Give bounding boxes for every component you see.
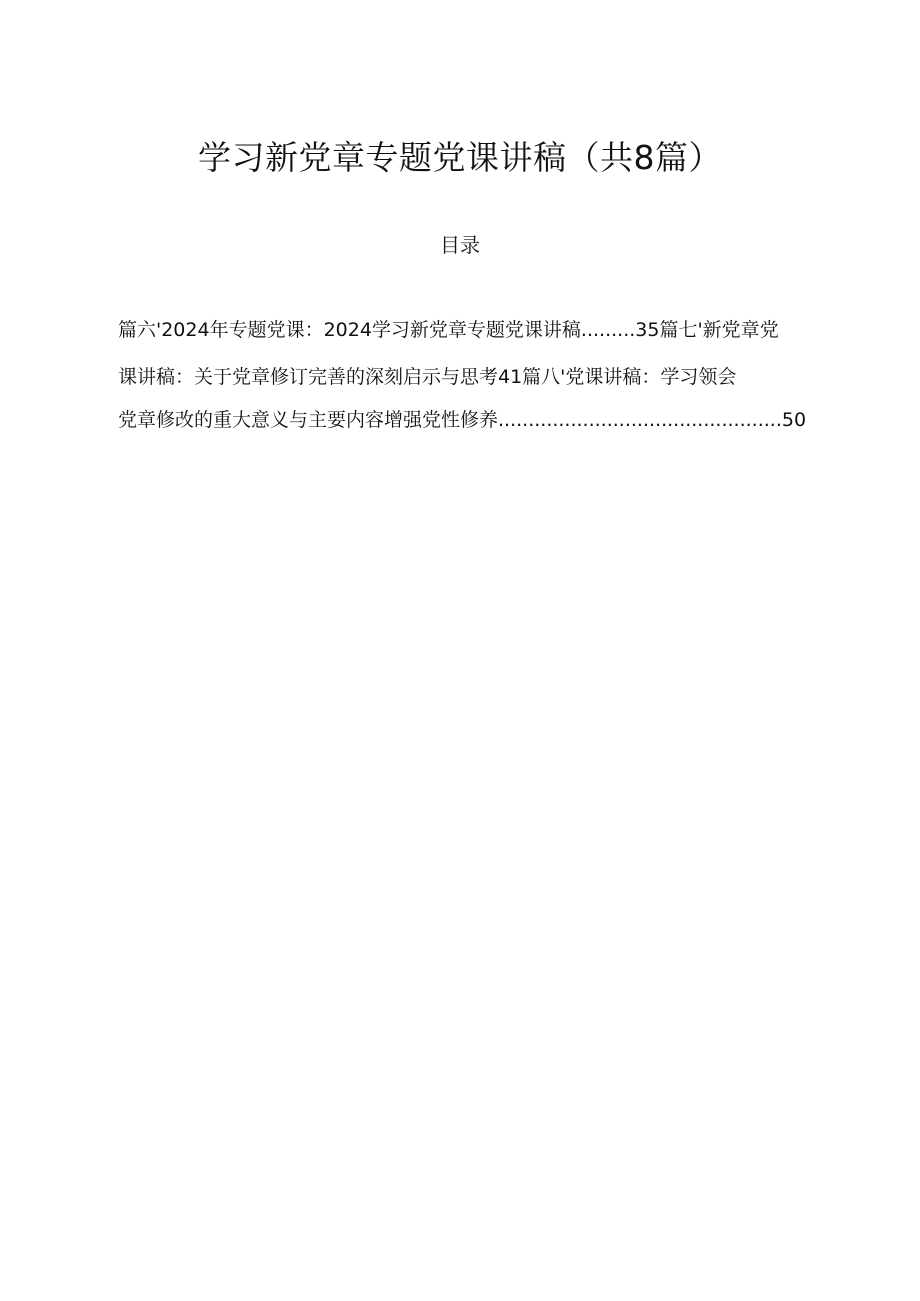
toc-line: 篇六'2024年专题党课：2024学习新党章专题党课讲稿.........35篇七'新党章党 — [118, 319, 779, 341]
document-title: 学习新党章专题党课讲稿（共8篇） — [198, 138, 722, 177]
toc-heading: 目录 — [440, 233, 480, 257]
toc-line: 课讲稿：关于党章修订完善的深刻启示与思考41篇八'党课讲稿：学习领会 — [118, 366, 737, 388]
toc-line: 党章修改的重大意义与主要内容增强党性修养...............................................50 — [118, 409, 807, 431]
